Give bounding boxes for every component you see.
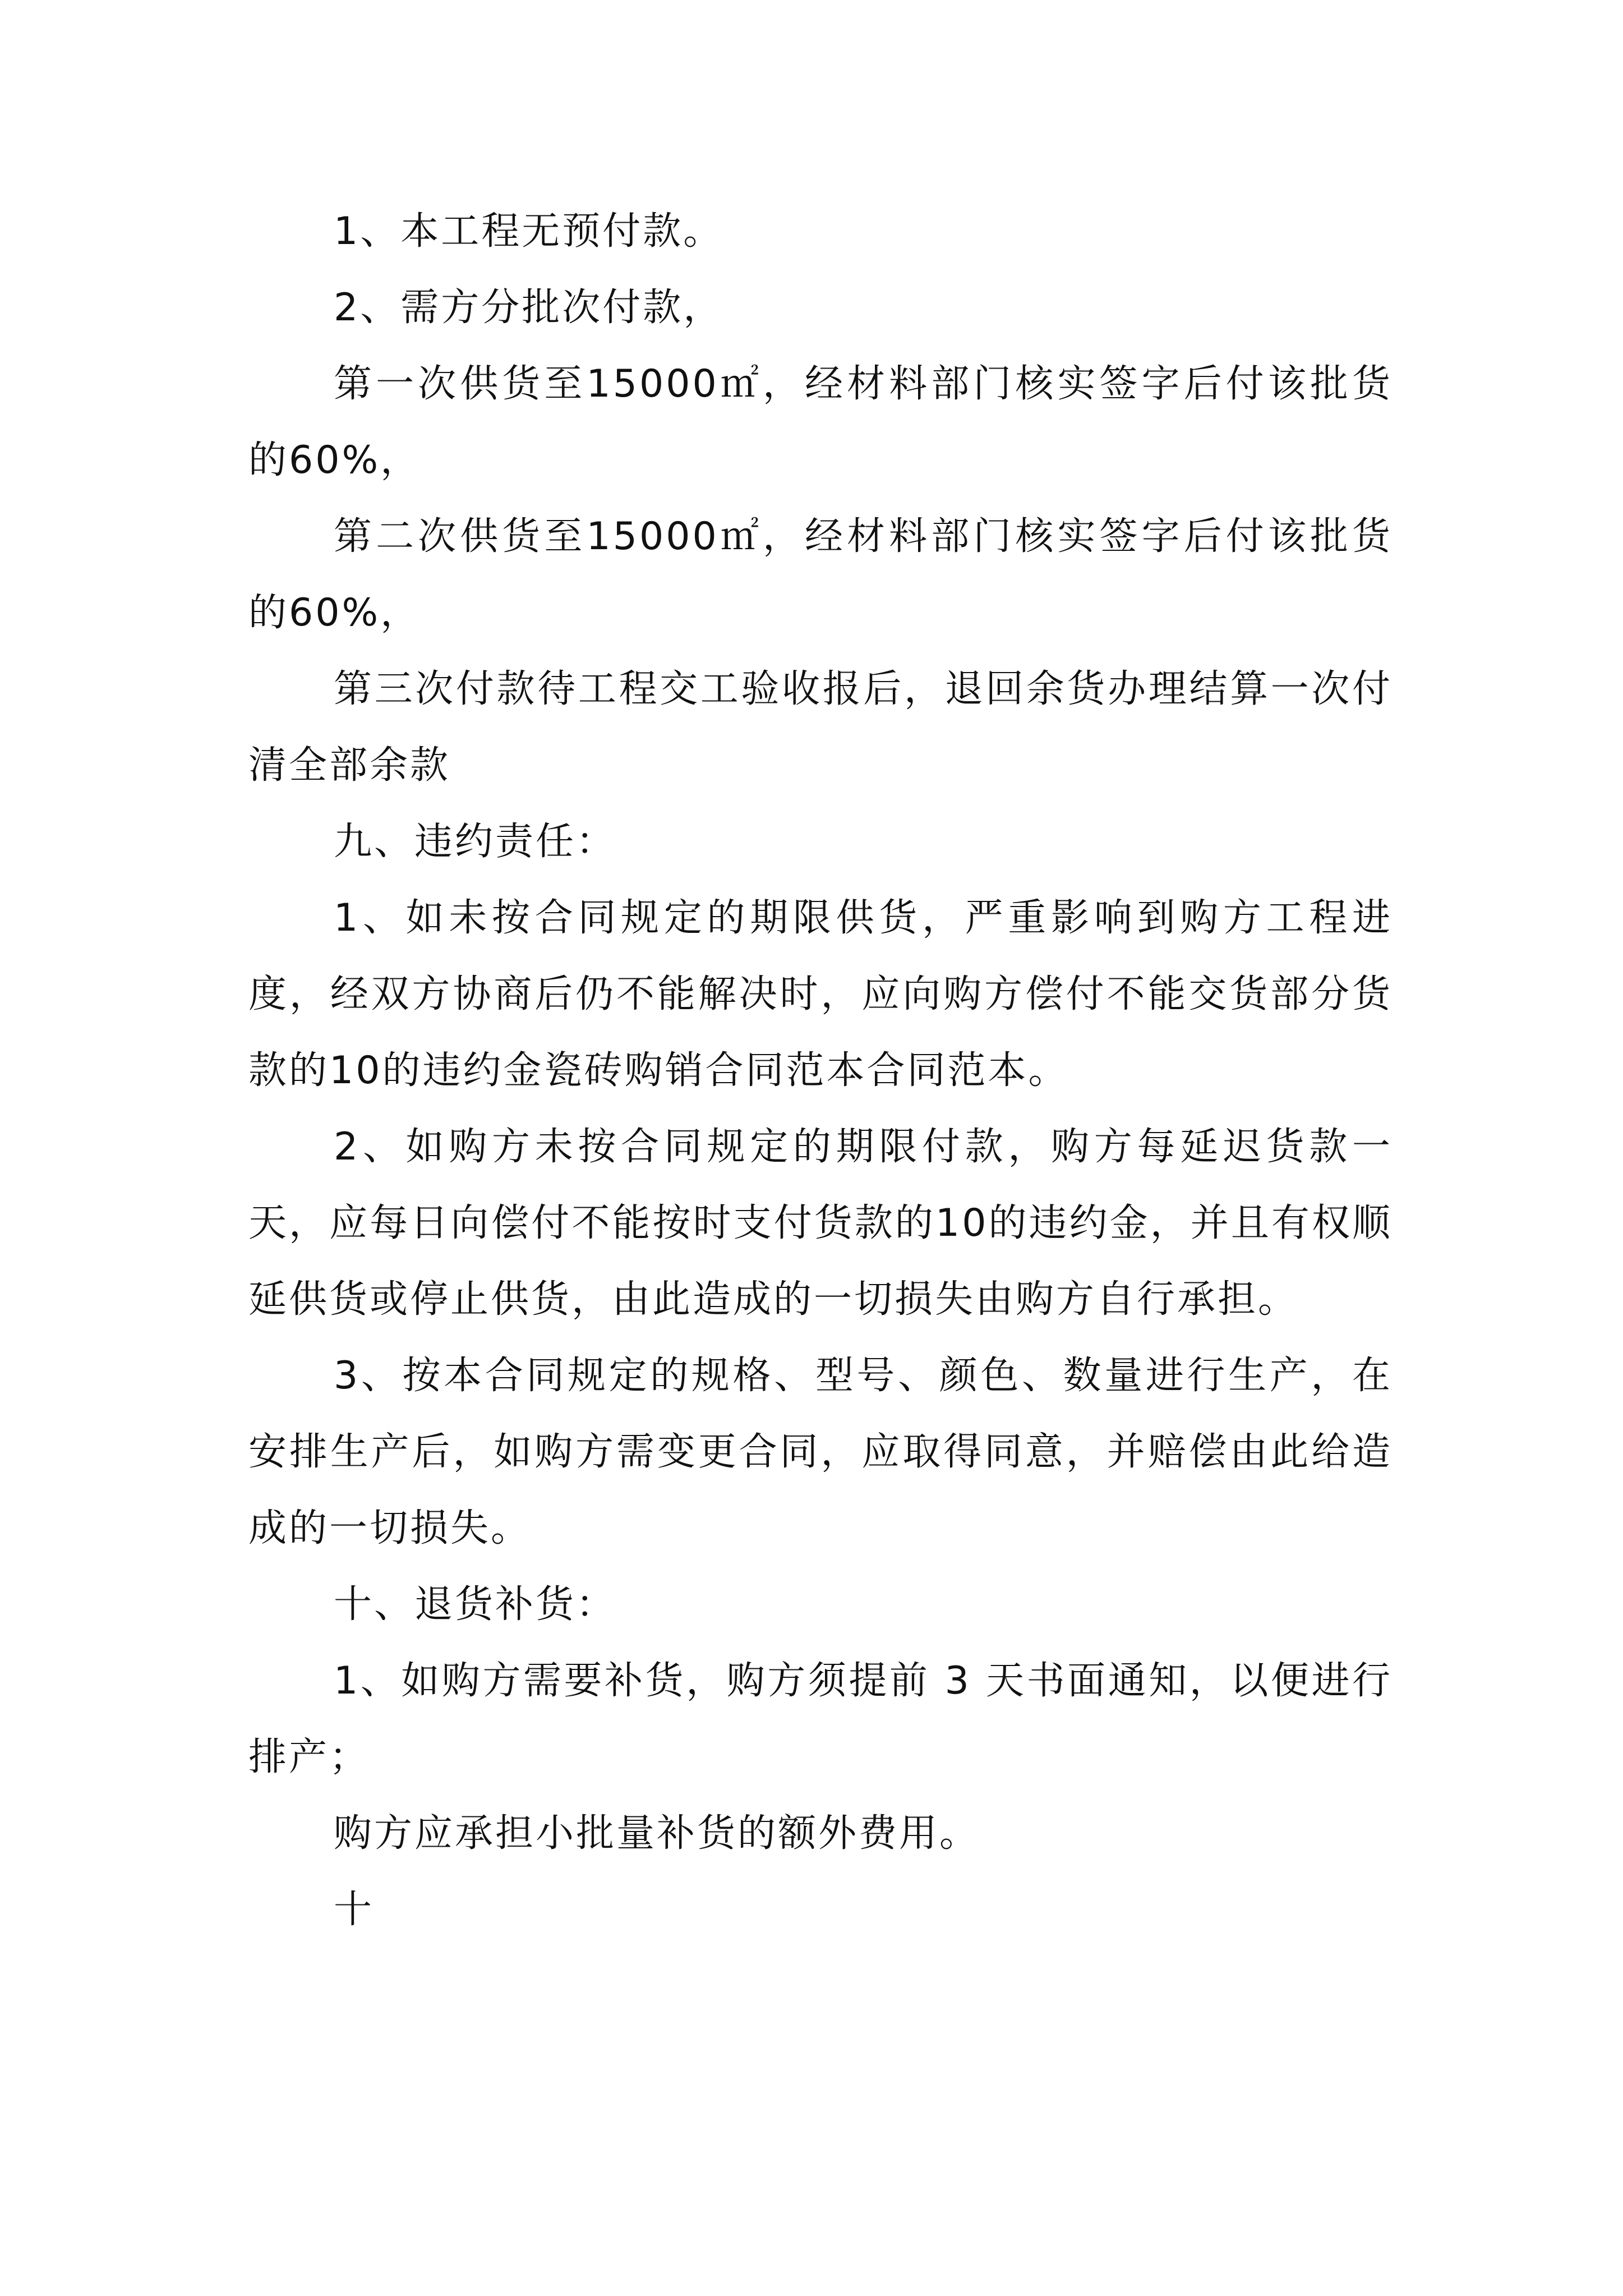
paragraph-second-delivery: 第二次供货至15000㎡，经材料部门核实签字后付该批货的60%， xyxy=(248,514,1393,635)
paragraph-batch-payment: 2、需方分批次付款， xyxy=(334,286,724,330)
paragraph-liability-2: 2、如购方未按合同规定的期限付款，购方每延迟货款一天，应每日向偿付不能按时支付货款的10的违约金，并且有权顺延供货或停止供货，由此造成的一切损失由购方自行承担。 xyxy=(248,1125,1393,1322)
paragraph-third-payment: 第三次付款待工程交工验收报后，退回余货办理结算一次付清全部余款 xyxy=(248,667,1393,788)
paragraph-liability-1: 1、如未按合同规定的期限供货，严重影响到购方工程进度，经双方协商后仍不能解决时，应向购方偿付不能交货部分货款的10的违约金瓷砖购销合同范本合同范本。 xyxy=(248,896,1393,1093)
paragraph-first-delivery: 第一次供货至15000㎡，经材料部门核实签字后付该批货的60%， xyxy=(248,362,1393,482)
paragraph-truncated-heading: 十 xyxy=(334,1888,375,1932)
section-heading-liability: 九、违约责任： xyxy=(334,820,617,864)
contract-text xyxy=(248,194,1393,1948)
paragraph-no-prepayment: 1、本工程无预付款。 xyxy=(334,209,724,254)
paragraph-liability-3: 3、按本合同规定的规格、型号、颜色、数量进行生产，在安排生产后，如购方需变更合同，应取得同意，并赔偿由此给造成的一切损失。 xyxy=(248,1354,1393,1550)
paragraph-returns-cost: 购方应承担小批量补货的额外费用。 xyxy=(334,1811,980,1856)
section-heading-returns: 十、退货补货： xyxy=(334,1582,617,1627)
paragraph-returns-1: 1、如购方需要补货，购方须提前 3 天书面通知，以便进行排产； xyxy=(248,1659,1393,1779)
